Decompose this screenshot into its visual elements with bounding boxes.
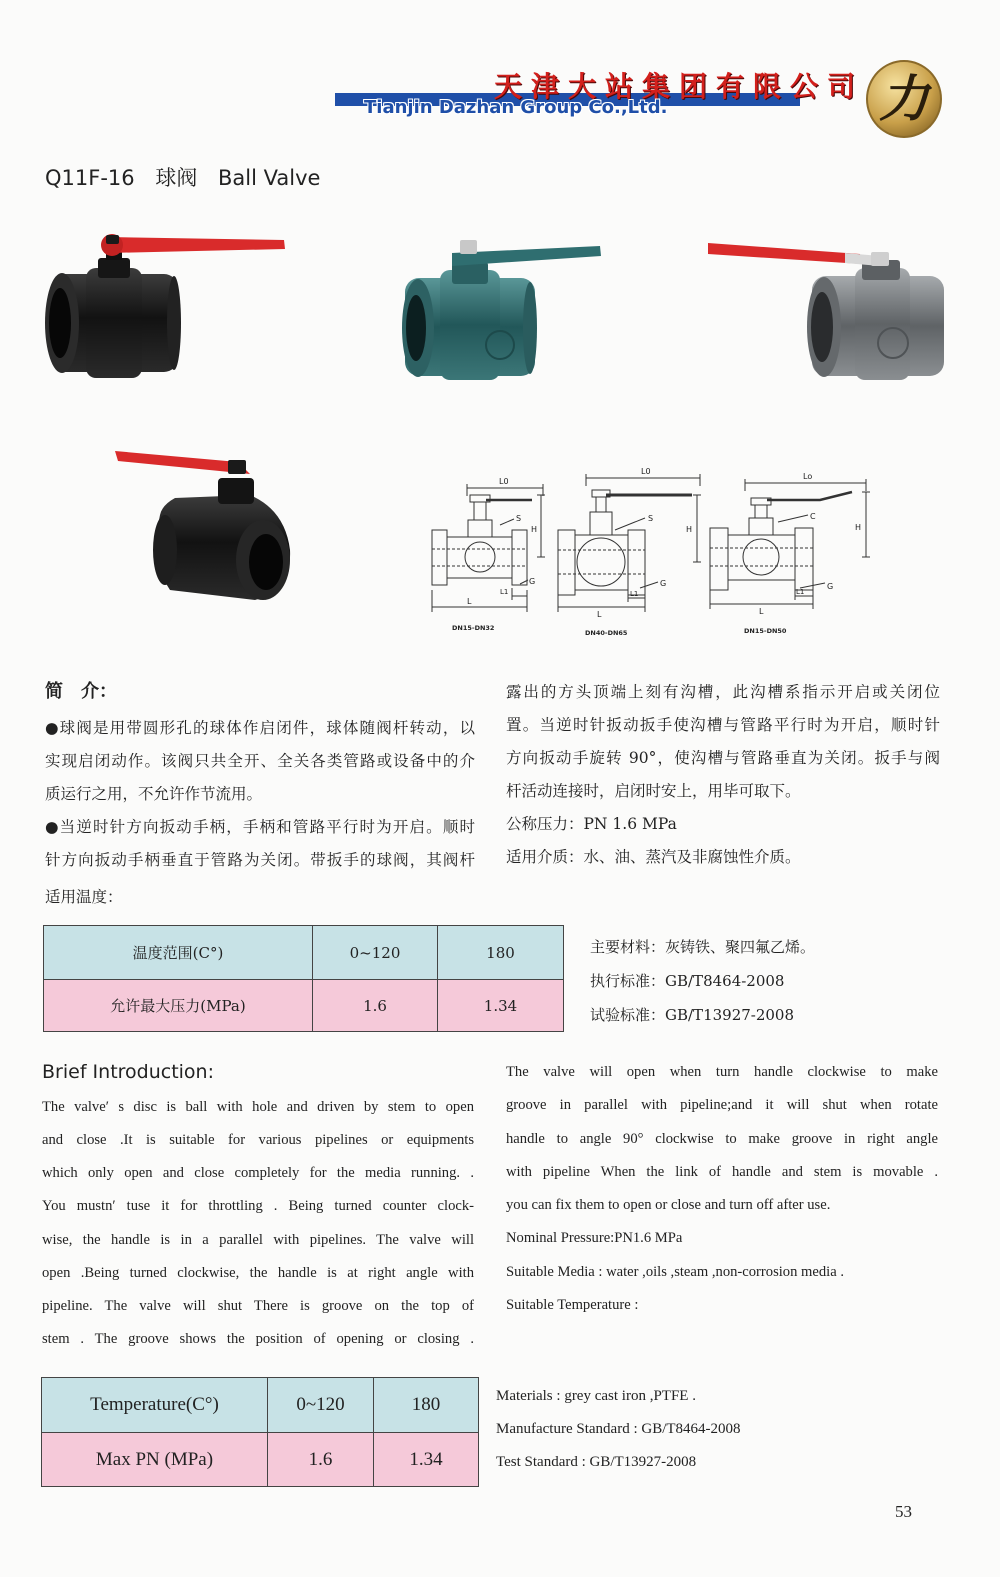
text-line: ●球阀是用带圆形孔的球体作启闭件，球体随阀杆转动，以 <box>45 719 475 737</box>
text-line: 质运行之用，不允许作节流用。 <box>45 785 263 803</box>
text-line: with pipeline When the link of handle and stem is movable . <box>506 1163 938 1180</box>
table-cell: 0~120 <box>268 1378 374 1433</box>
dim-label-s: C <box>810 512 816 521</box>
text-line: You mustn′ tuse it for throttling . Being turned counter clock- <box>42 1198 474 1215</box>
drawing-caption: DN15-DN32 <box>452 624 495 632</box>
company-logo-emblem: 力 <box>866 60 942 138</box>
dim-label-h: H <box>855 523 862 532</box>
product-name-cn: 球阀 <box>155 166 198 190</box>
table-cell: 180 <box>374 1378 479 1433</box>
text-line: stem . The groove shows the position of opening or closing . <box>42 1330 474 1347</box>
valve-photo-teal <box>402 240 601 380</box>
text-line: which only open and close completely for the media running. . <box>42 1165 474 1182</box>
dim-label-g: G <box>660 579 667 588</box>
valve-photo-black <box>45 234 285 378</box>
intro-heading-en: Brief Introduction: <box>42 1061 215 1083</box>
specs-cn <box>590 930 890 1032</box>
manufacture-standard-en: Manufacture Standard : GB/T8464-2008 <box>496 1421 741 1437</box>
dim-label-l: L <box>759 607 764 616</box>
suitable-temperature-en: Suitable Temperature : <box>506 1297 639 1314</box>
drawing-caption: DN40-DN65 <box>585 629 628 637</box>
table-cell: 1.6 <box>268 1433 374 1487</box>
nominal-pressure-cn: 公称压力：PN 1.6 MPa <box>506 815 677 833</box>
text-line: open .Being turned clockwise, the handle is at right angle with <box>42 1264 474 1281</box>
table-cell: 0~120 <box>313 926 438 980</box>
product-title <box>45 164 334 192</box>
dim-label-g: G <box>529 577 536 586</box>
technical-drawing-2 <box>558 467 701 637</box>
text-line: ●当逆时针方向扳动手柄，手柄和管路平行时为开启。顺时 <box>45 818 475 836</box>
temperature-pressure-table-en <box>41 1377 479 1487</box>
product-model: Q11F-16 <box>45 166 135 190</box>
company-name-cn: 天津大站集团有限公司 <box>494 70 865 103</box>
page-number: 53 <box>895 1502 912 1521</box>
test-standard-en: Test Standard : GB/T13927-2008 <box>496 1454 697 1470</box>
text-line: The valve will open when turn handle clockwise to make <box>506 1064 938 1080</box>
dim-label-l: L <box>467 597 472 606</box>
dim-label-l1: L1 <box>500 588 509 596</box>
dim-label-l0: Lo <box>803 472 813 481</box>
dim-label-g: G <box>827 582 834 591</box>
table-row <box>44 926 564 980</box>
text-line: and close .It is suitable for various pipelines or equipments <box>42 1132 474 1149</box>
suitable-media-cn: 适用介质：水、油、蒸汽及非腐蚀性介质。 <box>506 848 801 866</box>
technical-drawing-3 <box>710 472 870 635</box>
text-line: groove in parallel with pipeline;and it will shut when rotate <box>506 1097 938 1114</box>
text-line: you can fix them to open or close and turn off after use. <box>506 1197 831 1214</box>
table-cell: 1.34 <box>374 1433 479 1487</box>
table-cell: Max PN (MPa) <box>42 1433 268 1487</box>
drawing-caption: DN15-DN50 <box>744 627 787 635</box>
intro-en-right-column <box>506 1056 938 1322</box>
text-line: 露出的方头顶端上刻有沟槽，此沟槽系指示开启或关闭位 <box>506 683 940 701</box>
intro-cn-left-column <box>45 712 475 914</box>
intro-cn-right-column <box>506 676 940 874</box>
dim-label-h: H <box>686 525 693 534</box>
table-row <box>42 1378 479 1433</box>
product-figures <box>0 200 1000 650</box>
table-cell: 180 <box>438 926 564 980</box>
product-name-en: Ball Valve <box>218 166 321 190</box>
dim-label-h: H <box>531 525 538 534</box>
test-standard-cn: 试验标准：GB/T13927-2008 <box>590 1006 795 1024</box>
company-name-en: Tianjin Dazhan Group Co.,Ltd. <box>364 97 668 118</box>
valve-photo-grey <box>708 243 944 380</box>
table-cell: 1.34 <box>438 980 564 1032</box>
text-line: 实现启闭动作。该阀只共全开、全关各类管路或设备中的介 <box>45 752 475 770</box>
dim-label-s: S <box>516 514 522 523</box>
dim-label-l1: L1 <box>630 590 639 598</box>
table-cell: Temperature(C°) <box>42 1378 268 1433</box>
dim-label-l0: L0 <box>641 467 651 476</box>
table-cell: 1.6 <box>313 980 438 1032</box>
materials-en: Materials : grey cast iron ,PTFE . <box>496 1388 696 1404</box>
table-cell: 允许最大压力(MPa) <box>44 980 313 1032</box>
text-line: The valve′ s disc is ball with hole and driven by stem to open <box>42 1099 474 1115</box>
text-line: pipeline. The valve will shut There is groove on the top of <box>42 1297 474 1314</box>
suitable-media-en: Suitable Media : water ,oils ,steam ,non-corrosion media . <box>506 1263 845 1280</box>
table-row <box>42 1433 479 1487</box>
text-line: 适用温度： <box>45 888 123 906</box>
table-row <box>44 980 564 1032</box>
text-line: 方向扳动手旋转 90°，使沟槽与管路垂直为关闭。扳手与阀 <box>506 749 940 767</box>
dim-label-l: L <box>597 610 602 619</box>
temperature-pressure-table-cn <box>43 925 564 1032</box>
dim-label-l0: L0 <box>499 477 509 486</box>
text-line: 杆活动连接时，启闭时安上，用毕可取下。 <box>506 782 801 800</box>
technical-drawing-1 <box>432 477 545 632</box>
dim-label-s: S <box>648 514 654 523</box>
dim-label-l1: L1 <box>796 588 805 596</box>
intro-en-left-column <box>42 1091 474 1356</box>
nominal-pressure-en: Nominal Pressure:PN1.6 MPa <box>506 1230 683 1247</box>
text-line: wise, the handle is in a parallel with pipelines. The valve will <box>42 1231 474 1248</box>
text-line: 置。当逆时针扳动扳手使沟槽与管路平行时为开启，顺时针 <box>506 716 940 734</box>
specs-en <box>496 1380 856 1479</box>
materials-cn: 主要材料：灰铸铁、聚四氟乙烯。 <box>590 938 816 956</box>
text-line: handle to angle 90° clockwise to make groove in right angle <box>506 1130 938 1147</box>
intro-heading-cn: 简 介： <box>45 681 117 702</box>
text-line: 针方向扳动手柄垂直于管路为关闭。带扳手的球阀，其阀杆 <box>45 851 475 869</box>
manufacture-standard-cn: 执行标准：GB/T8464-2008 <box>590 972 785 990</box>
valve-photo-black-angled <box>115 451 290 600</box>
table-cell: 温度范围(C°) <box>44 926 313 980</box>
